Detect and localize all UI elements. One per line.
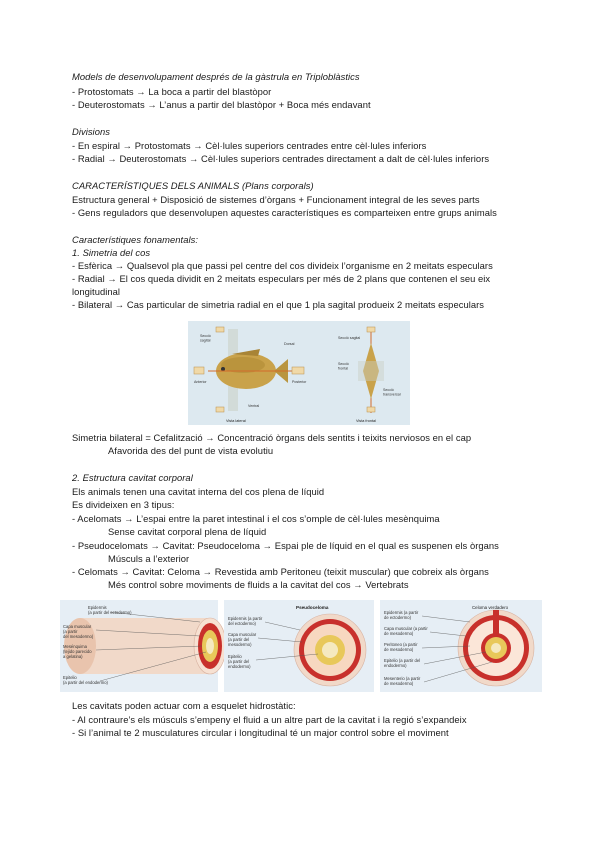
caption-vista-lateral: Vista lateral [226, 419, 246, 423]
label-b2c: mesodermo) [228, 642, 252, 647]
label-frontal: Secció frontal [338, 362, 349, 371]
label-c1b: de ectodermo) [384, 615, 411, 620]
label-a1: Epidermis [88, 605, 107, 610]
list-item: - Celomats → Cavitat: Celoma → Revestida amb Peritoneu (teixit muscular) que cobreix als òrgans [72, 566, 489, 577]
acelomate-diagram [60, 600, 226, 692]
label-b3: Epitelio [228, 654, 242, 659]
label-a3b: (tejido parecido [63, 649, 92, 654]
label-a4: Epitelio [63, 675, 77, 680]
list-item-continuation: Músculs a l’exterior [108, 553, 190, 564]
label-b3b: (a partir del [228, 659, 250, 664]
list-item: - Bilateral → Cas particular de simetria radial en el que 1 pla sagital produeix 2 meitats especulars [72, 299, 485, 310]
label-c4b: endodermo) [384, 663, 407, 668]
list-item-continuation: Sense cavitat corporal plena de líquid [108, 526, 267, 537]
label-ventral: Ventral [248, 404, 260, 408]
label-c3: Peritoneo (a partir [384, 642, 418, 647]
label-b2: Capa muscular [228, 632, 257, 637]
label-c2b: de mesodermo) [384, 631, 414, 636]
label-c0: Celoma verdadero [472, 605, 509, 610]
label-b2b: (a partir del [228, 637, 250, 642]
subsection-title-cavitat: 2. Estructura cavitat corporal [72, 472, 193, 483]
symmetry-figure [188, 321, 410, 425]
label-a1b: (a partir del ectodermo) [88, 610, 132, 615]
list-item: - Al contraure’s els músculs s’empeny el fluid a un altre part de la cavitat i la regió s’expandeix [72, 714, 467, 725]
list-item: - Si l’animal te 2 musculatures circular i longitudinal té un major control sobre el moviment [72, 727, 449, 738]
list-item: - Pseudocelomats → Cavitat: Pseudoceloma → Espai ple de líquid en el qual es suspenen els òrgans [72, 540, 499, 551]
label-b1: Epidermis (a partir [228, 616, 263, 621]
label-transversal: Secció transversal [383, 388, 401, 397]
paragraph-line: Les cavitats poden actuar com a esquelet hidrostàtic: [72, 700, 296, 711]
list-item: - Radial → El cos queda dividit en 2 meitats especulars per més de 2 plans que contenen el seu eix [72, 273, 491, 284]
body-cavity-figure [60, 600, 542, 692]
label-c4: Epitelio (a partir del [384, 658, 421, 663]
label-a3: Mesénquima [63, 644, 87, 649]
label-dorsal: Dorsal [284, 342, 295, 346]
label-posterior: Posterior [292, 380, 307, 384]
label-c2: Capa muscular (a partir [384, 626, 428, 631]
label-c5b: de mesodermo) [384, 681, 414, 686]
coelomate-diagram [380, 600, 542, 692]
list-item: - Acelomats → L’espai entre la paret intestinal i el cos s’omple de cèl·lules mesènquima [72, 513, 440, 524]
paragraph-line: Estructura general + Disposició de sistemes d’òrgans + Funcionament integral de les seves parts [72, 194, 480, 205]
label-a4b: (a partir del endodermo) [63, 680, 108, 685]
list-item-continuation: longitudinal [72, 286, 121, 297]
label-a3c: a gelatina) [63, 654, 83, 659]
paragraph-line: Simetria bilateral = Cefalització → Concentració òrgans dels sentits i teixits nerviosos en el cap [72, 432, 472, 443]
paragraph-line-indented: Afavorida des del punt de vista evolutiu [108, 445, 274, 456]
pseudocoelomate-diagram [224, 600, 374, 692]
label-sagital-right: Secció sagital [338, 336, 361, 340]
list-item: - En espiral → Protostomats → Cèl·lules superiors centrades entre cèl·lules inferiors [72, 140, 427, 151]
section-title-caracteristiques: CARACTERÍSTIQUES DELS ANIMALS (Plans corporals) [72, 180, 314, 191]
label-a2: Capa muscular [63, 624, 92, 629]
section-title-divisions: Divisions [72, 126, 110, 137]
list-item: - Radial → Deuterostomats → Cèl·lules superiors centrades directament a dalt de cèl·lules inferiors [72, 153, 490, 164]
subsection-title-simetria: 1. Simetria del cos [72, 247, 151, 258]
label-b1b: del ectodermo) [228, 621, 256, 626]
list-item: - Esfèrica → Qualsevol pla que passi pel centre del cos divideix l’organisme en 2 meitats especulars [72, 260, 493, 271]
list-item: - Protostomats → La boca a partir del blastòpor [72, 86, 272, 97]
label-a2b: (a partir [63, 629, 78, 634]
paragraph-line: Els animals tenen una cavitat interna del cos plena de líquid [72, 486, 325, 497]
label-c5: Mesenterio (a partir [384, 676, 421, 681]
label-anterior: Anterior [194, 380, 207, 384]
section-title-models: Models de desenvolupament després de la gàstrula en Triploblàstics [72, 71, 360, 82]
paragraph-line: Es divideixen en 3 tipus: [72, 499, 175, 510]
caption-vista-frontal: Vista frontal [356, 419, 376, 423]
label-c3b: de mesodermo) [384, 647, 414, 652]
list-item: - Gens reguladors que desenvolupen aquestes característiques es comparteixen entre grups animals [72, 207, 497, 218]
label-sagital-left: Secció sagital [200, 334, 211, 343]
label-b3c: endodermo) [228, 664, 251, 669]
label-a2c: del mesodermo) [63, 634, 94, 639]
label-c1: Epidermis (a partir [384, 610, 419, 615]
list-item: - Deuterostomats → L’anus a partir del blastòpor + Boca més endavant [72, 99, 371, 110]
list-item-continuation: Més control sobre moviments de fluids a la cavitat del cos → Vertebrats [108, 579, 409, 590]
label-b0: Pseudoceloma [296, 605, 329, 610]
section-title-fonamentals: Característiques fonamentals: [72, 234, 198, 245]
